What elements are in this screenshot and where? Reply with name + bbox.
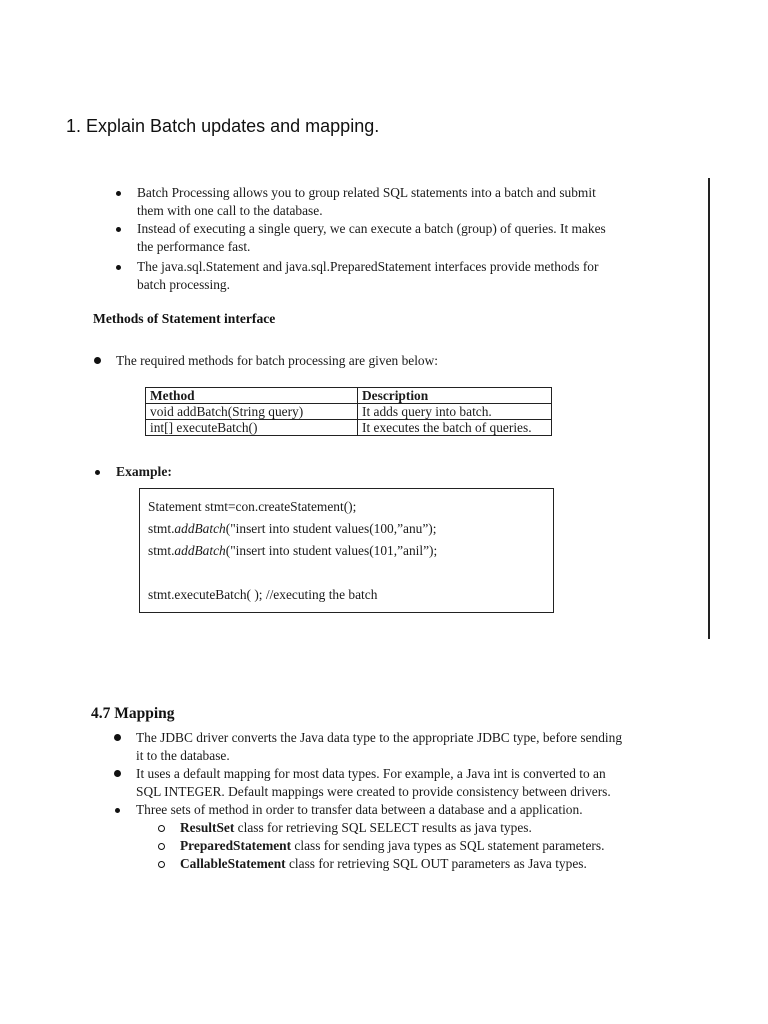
bullet-icon xyxy=(114,734,121,741)
intro-bullet-2 xyxy=(137,220,697,256)
mapping-sub-item-callablestatement: CallableStatement class for retrieving SQL OUT parameters as Java types. xyxy=(180,855,587,873)
code-example-box xyxy=(139,488,554,613)
bullet-text-line: Instead of executing a single query, we can execute a batch (group) of queries. It makes xyxy=(137,221,606,236)
bullet-text-line: the performance fast. xyxy=(137,239,251,254)
table-header-row xyxy=(146,388,552,404)
mapping-bullet-2 xyxy=(136,765,696,801)
table-header-description: Description xyxy=(358,388,552,404)
mapping-bullet-1 xyxy=(136,729,696,765)
code-line: stmt.addBatch("insert into student values(100,”anu”); xyxy=(148,521,437,536)
methods-table xyxy=(145,387,552,436)
mapping-sub-item-preparedstatement: PreparedStatement class for sending java types as SQL statement parameters. xyxy=(180,837,604,855)
example-label: Example: xyxy=(116,464,172,479)
circle-bullet-icon xyxy=(158,843,165,850)
bullet-icon xyxy=(94,357,101,364)
methods-heading: Methods of Statement interface xyxy=(93,311,276,326)
bullet-icon xyxy=(116,227,121,232)
code-line: stmt.addBatch("insert into student values(101,”anil”); xyxy=(148,543,438,558)
bullet-icon xyxy=(95,470,100,475)
table-cell: It adds query into batch. xyxy=(358,404,552,420)
circle-bullet-icon xyxy=(158,825,165,832)
bullet-text-line: Three sets of method in order to transfer data between a database and a application. xyxy=(136,802,583,817)
code-line: stmt.executeBatch( ); //executing the batch xyxy=(148,587,378,602)
table-row xyxy=(146,420,552,436)
question-title: 1. Explain Batch updates and mapping. xyxy=(66,116,380,136)
bullet-text-line: It uses a default mapping for most data types. For example, a Java int is converted to an xyxy=(136,766,606,781)
table-cell: int[] executeBatch() xyxy=(146,420,358,436)
bullet-icon xyxy=(116,191,121,196)
circle-bullet-icon xyxy=(158,861,165,868)
bullet-icon xyxy=(116,265,121,270)
bullet-text-line: SQL INTEGER. Default mappings were created to provide consistency between drivers. xyxy=(136,784,611,799)
mapping-heading: 4.7 Mapping xyxy=(91,705,175,722)
intro-bullet-1 xyxy=(137,184,697,220)
bullet-text-line: Batch Processing allows you to group related SQL statements into a batch and submit xyxy=(137,185,596,200)
bullet-text-line: The java.sql.Statement and java.sql.PreparedStatement interfaces provide methods for xyxy=(137,259,599,274)
methods-bullet xyxy=(116,352,438,370)
bullet-text-line: The JDBC driver converts the Java data type to the appropriate JDBC type, before sending xyxy=(136,730,623,745)
margin-rule xyxy=(708,178,710,639)
bullet-text-line: it to the database. xyxy=(136,748,230,763)
example-bullet xyxy=(116,463,172,481)
mapping-bullet-3 xyxy=(136,801,696,819)
table-row xyxy=(146,404,552,420)
bullet-icon xyxy=(115,808,120,813)
bullet-text-line: batch processing. xyxy=(137,277,230,292)
table-header-method: Method xyxy=(146,388,358,404)
mapping-sub-item-resultset: ResultSet class for retrieving SQL SELECT results as java types. xyxy=(180,819,532,837)
intro-bullet-3 xyxy=(137,258,697,294)
table-cell: It executes the batch of queries. xyxy=(358,420,552,436)
code-line: Statement stmt=con.createStatement(); xyxy=(148,499,357,514)
bullet-icon xyxy=(114,770,121,777)
bullet-text-line: them with one call to the database. xyxy=(137,203,323,218)
table-cell: void addBatch(String query) xyxy=(146,404,358,420)
methods-bullet-text: The required methods for batch processing are given below: xyxy=(116,353,439,368)
